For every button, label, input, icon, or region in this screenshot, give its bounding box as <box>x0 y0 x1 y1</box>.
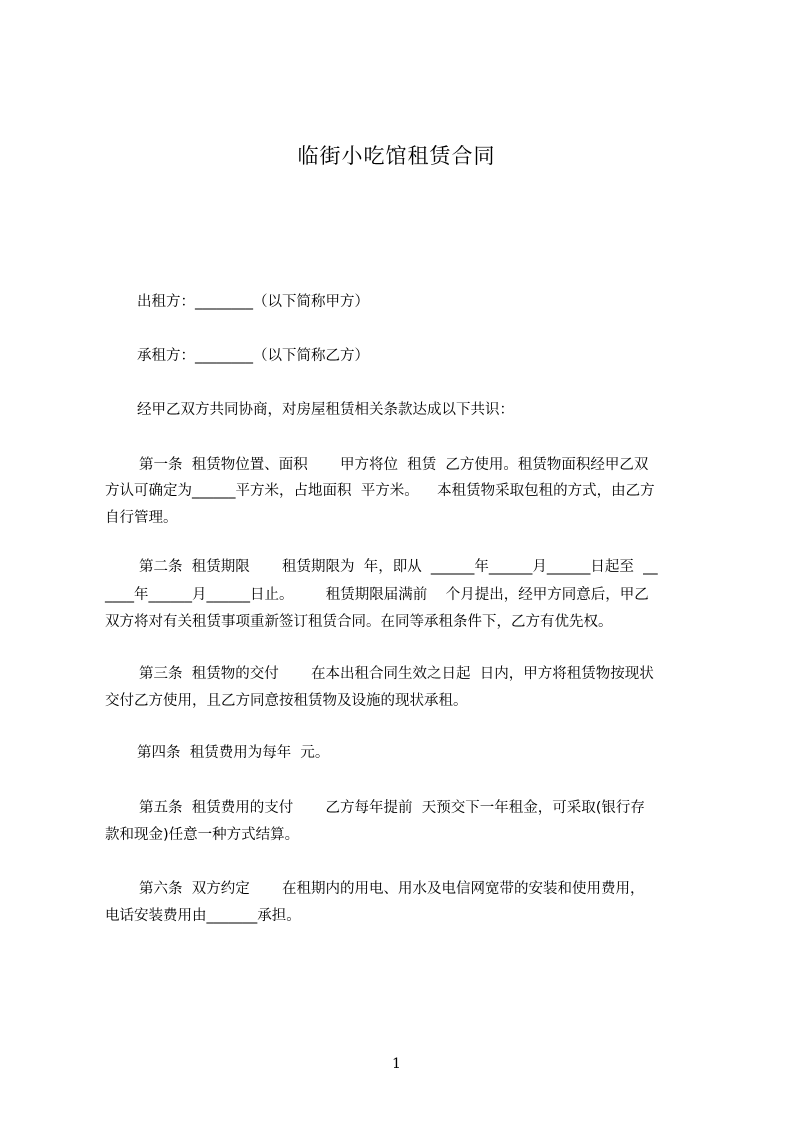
article-5-line-2: 款和现金)任意一种方式结算。 <box>105 827 300 843</box>
article-2-line-2: ____年______月______日止。 租赁期限届满前 个月提出，经甲方同意后，甲乙 <box>105 587 649 603</box>
lessee-line: 承租方：________（以下简称乙方） <box>137 348 369 364</box>
page-number: 1 <box>392 1056 401 1072</box>
document-title: 临街小吃馆租赁合同 <box>297 144 496 168</box>
article-6-line-1: 第六条 双方约定 在租期内的用电、用水及电信网宽带的安装和使用费用， <box>139 881 645 897</box>
article-5-line-1: 第五条 租赁费用的支付 乙方每年提前 天预交下一年租金，可采取(银行存 <box>139 800 645 816</box>
article-3-line-1: 第三条 租赁物的交付 在本出租合同生效之日起 日内，甲方将租赁物按现状 <box>139 666 654 682</box>
article-1-line-1: 第一条 租赁物位置、面积 甲方将位 租赁 乙方使用。租赁物面积经甲乙双 <box>139 457 649 473</box>
preamble-line: 经甲乙双方共同协商，对房屋租赁相关条款达成以下共识： <box>137 402 514 418</box>
article-1-line-2: 方认可确定为______平方米，占地面积 平方米。 本租赁物采取包租的方式，由乙方 <box>105 483 655 499</box>
article-4-line-1: 第四条 租赁费用为每年 元。 <box>137 745 330 761</box>
article-6-line-2: 电话安装费用由_______承担。 <box>105 908 301 924</box>
article-2-line-3: 双方将对有关租赁事项重新签订租赁合同。在同等承租条件下，乙方有优先权。 <box>105 614 613 630</box>
article-3-line-2: 交付乙方使用，且乙方同意按租赁物及设施的现状承租。 <box>105 693 468 709</box>
article-1-line-3: 自行管理。 <box>105 510 178 526</box>
lessor-line: 出租方：________（以下简称甲方） <box>137 294 369 310</box>
article-2-line-1: 第二条 租赁期限 租赁期限为 年，即从 ______年______月______日起至 __ <box>139 559 658 575</box>
